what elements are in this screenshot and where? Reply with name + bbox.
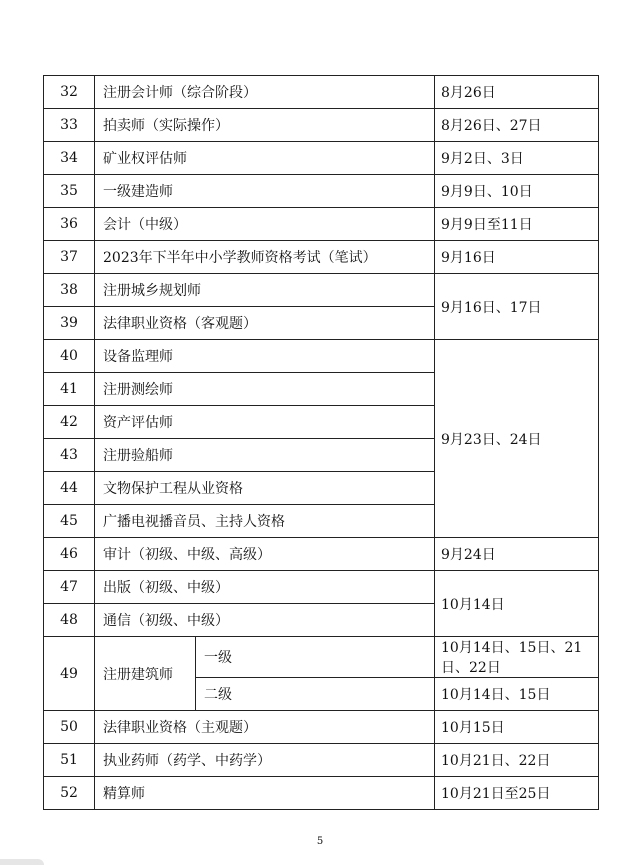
row-number: 45 xyxy=(44,505,95,538)
exam-date: 10月15日 xyxy=(435,711,599,744)
table-row xyxy=(44,744,599,777)
row-number: 39 xyxy=(44,307,95,340)
exam-name: 注册城乡规划师 xyxy=(95,274,435,307)
exam-name: 法律职业资格（客观题） xyxy=(95,307,435,340)
exam-name: 注册测绘师 xyxy=(95,373,435,406)
table-row xyxy=(44,571,599,604)
exam-name: 拍卖师（实际操作） xyxy=(95,109,435,142)
table-row xyxy=(44,274,599,307)
exam-name: 一级建造师 xyxy=(95,175,435,208)
table-row xyxy=(44,637,599,678)
exam-name: 广播电视播音员、主持人资格 xyxy=(95,505,435,538)
exam-date: 9月23日、24日 xyxy=(435,340,599,538)
exam-name: 执业药师（药学、中药学） xyxy=(95,744,435,777)
row-number: 34 xyxy=(44,142,95,175)
exam-name: 2023年下半年中小学教师资格考试（笔试） xyxy=(95,241,435,274)
row-number: 42 xyxy=(44,406,95,439)
row-number: 37 xyxy=(44,241,95,274)
row-number: 46 xyxy=(44,538,95,571)
exam-name: 注册会计师（综合阶段） xyxy=(95,76,435,109)
exam-name: 资产评估师 xyxy=(95,406,435,439)
exam-name: 设备监理师 xyxy=(95,340,435,373)
exam-date: 9月2日、3日 xyxy=(435,142,599,175)
row-number: 32 xyxy=(44,76,95,109)
exam-name: 出版（初级、中级） xyxy=(95,571,435,604)
exam-name: 通信（初级、中级） xyxy=(95,604,435,637)
table-row xyxy=(44,109,599,142)
exam-date: 8月26日、27日 xyxy=(435,109,599,142)
exam-date: 9月16日 xyxy=(435,241,599,274)
exam-date: 9月9日至11日 xyxy=(435,208,599,241)
exam-name: 注册建筑师 xyxy=(95,637,196,711)
table-row xyxy=(44,777,599,810)
exam-date: 9月9日、10日 xyxy=(435,175,599,208)
row-number: 36 xyxy=(44,208,95,241)
row-number: 52 xyxy=(44,777,95,810)
table-row xyxy=(44,142,599,175)
exam-name: 会计（中级） xyxy=(95,208,435,241)
exam-date: 10月21日至25日 xyxy=(435,777,599,810)
table-row xyxy=(44,538,599,571)
table-row xyxy=(44,208,599,241)
row-number: 33 xyxy=(44,109,95,142)
row-number: 43 xyxy=(44,439,95,472)
page-number: 5 xyxy=(316,836,324,847)
row-number: 35 xyxy=(44,175,95,208)
table-row xyxy=(44,175,599,208)
table-row xyxy=(44,241,599,274)
exam-name: 精算师 xyxy=(95,777,435,810)
table-row xyxy=(44,76,599,109)
exam-name: 审计（初级、中级、高级） xyxy=(95,538,435,571)
exam-sublevel: 一级 xyxy=(196,637,435,678)
exam-date: 10月21日、22日 xyxy=(435,744,599,777)
exam-name: 矿业权评估师 xyxy=(95,142,435,175)
table-row xyxy=(44,340,599,373)
row-number: 38 xyxy=(44,274,95,307)
row-number: 40 xyxy=(44,340,95,373)
exam-sublevel: 二级 xyxy=(196,678,435,711)
exam-date: 10月14日、15日 xyxy=(435,678,599,711)
exam-date: 8月26日 xyxy=(435,76,599,109)
exam-name: 注册验船师 xyxy=(95,439,435,472)
row-number: 47 xyxy=(44,571,95,604)
row-number: 44 xyxy=(44,472,95,505)
table-row xyxy=(44,711,599,744)
exam-date: 10月14日 xyxy=(435,571,599,637)
exam-schedule-table xyxy=(43,75,599,810)
row-number: 51 xyxy=(44,744,95,777)
row-number: 50 xyxy=(44,711,95,744)
exam-name: 文物保护工程从业资格 xyxy=(95,472,435,505)
row-number: 49 xyxy=(44,637,95,711)
exam-name: 法律职业资格（主观题） xyxy=(95,711,435,744)
row-number: 48 xyxy=(44,604,95,637)
exam-date: 9月24日 xyxy=(435,538,599,571)
exam-date: 10月14日、15日、21日、22日 xyxy=(435,637,599,678)
row-number: 41 xyxy=(44,373,95,406)
exam-date: 9月16日、17日 xyxy=(435,274,599,340)
viewer-corner-tab xyxy=(0,859,44,865)
